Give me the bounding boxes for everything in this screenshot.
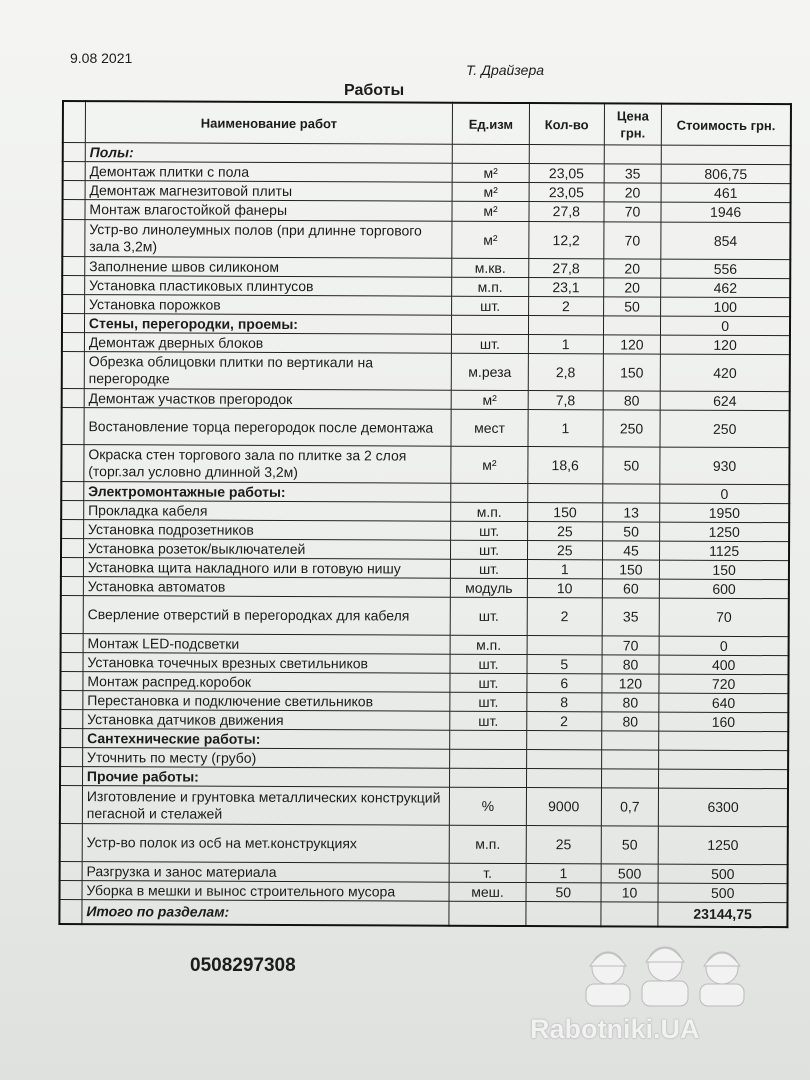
cost-cell: 250 (660, 410, 789, 448)
table-body (60, 143, 791, 903)
quantity-cell: 2 (529, 297, 604, 316)
unit-cell: шт. (450, 711, 527, 730)
quantity-cell: 23,05 (529, 183, 604, 202)
work-name-cell: Установка щита накладного или в готовую нишу (83, 558, 450, 579)
price-cell: 60 (602, 579, 660, 598)
quantity-cell: 7,8 (528, 391, 603, 410)
unit-cell: м.п. (452, 277, 529, 296)
workers-helmet-icon (580, 928, 750, 1008)
total-empty-cell (526, 902, 601, 926)
price-cell: 0,7 (601, 788, 659, 826)
price-cell: 50 (601, 826, 659, 864)
table-index-cell (62, 200, 84, 220)
price-cell: 50 (602, 447, 660, 484)
table-index-cell (60, 747, 82, 766)
work-name-cell: Полы: (85, 143, 452, 164)
unit-cell: м.п. (451, 502, 528, 521)
table-row (61, 445, 789, 485)
table-index-cell (61, 558, 83, 577)
unit-cell (450, 730, 527, 749)
work-name-cell: Стены, перегородки, проемы: (84, 314, 451, 335)
unit-cell: мест (451, 409, 528, 446)
price-cell (603, 316, 661, 335)
table-index-cell (61, 595, 84, 633)
cost-cell: 461 (661, 183, 790, 203)
total-empty-cell (449, 901, 526, 925)
quantity-cell (527, 750, 602, 769)
work-name-cell: Установка автоматов (83, 577, 450, 598)
work-name-cell: Установка точечных врезных светильников (83, 653, 450, 674)
work-name-cell: Демонтаж дверных блоков (84, 333, 451, 354)
table-row (60, 785, 788, 826)
table-index-cell (60, 785, 83, 823)
quantity-cell: 2,8 (528, 354, 603, 391)
column-header-price: Цена грн. (604, 103, 662, 145)
price-cell: 500 (601, 864, 659, 883)
table-row (61, 595, 789, 636)
quantity-cell: 23,1 (529, 278, 604, 297)
unit-cell: м² (452, 221, 529, 258)
work-name-cell: Заполнение швов силиконом (85, 257, 452, 278)
table-index-cell (61, 576, 83, 595)
cost-cell: 640 (659, 693, 788, 713)
work-name-cell: Сверление отверстий в перегородках для кабеля (83, 596, 450, 636)
work-name-cell: Установка порожков (84, 295, 451, 316)
price-cell (602, 484, 660, 503)
total-value: 23144,75 (658, 902, 787, 927)
price-cell (601, 731, 659, 750)
work-name-cell: Востановление торца перегородок после демонтажа (84, 408, 451, 447)
quantity-cell: 1 (528, 410, 603, 447)
price-cell: 150 (603, 354, 661, 391)
work-name-cell: Установка пластиковых плинтусов (85, 276, 452, 297)
table-index-cell (62, 314, 84, 333)
quantity-cell: 18,6 (528, 447, 603, 484)
table-index-cell (59, 899, 82, 923)
price-cell: 45 (602, 541, 660, 560)
work-name-cell: Установка подрозетников (83, 520, 450, 541)
cost-cell: 0 (661, 316, 790, 336)
table-index-cell (60, 671, 82, 690)
price-cell: 70 (604, 202, 662, 222)
table-index-cell (61, 633, 83, 652)
table-index-cell (60, 880, 82, 899)
cost-cell: 624 (660, 391, 789, 411)
table-index-cell (63, 162, 85, 181)
cost-cell: 0 (659, 636, 788, 656)
unit-cell: шт. (452, 296, 529, 315)
quantity-cell: 25 (527, 541, 602, 560)
work-name-cell: Устр-во линолеумных полов (при длинне торгового зала 3,2м) (85, 220, 452, 259)
total-label: Итого по разделам: (82, 900, 449, 926)
table-index-cell (60, 709, 82, 728)
price-cell (601, 769, 659, 788)
unit-cell: т. (449, 863, 526, 882)
column-header-qty: Кол-во (529, 103, 604, 145)
quantity-cell: 12,2 (529, 222, 604, 259)
column-header-unit: Ед.изм (452, 103, 529, 145)
price-cell: 150 (602, 560, 660, 579)
quantity-cell: 1 (528, 335, 603, 354)
price-cell: 20 (604, 183, 662, 202)
work-name-cell: Уборка в мешки и вынос строительного мусора (82, 881, 449, 902)
table-index-cell (63, 143, 85, 162)
unit-cell (450, 768, 527, 787)
table-index-cell (61, 652, 83, 671)
cost-cell (659, 731, 788, 751)
cost-cell (659, 750, 788, 770)
table-index-cell (61, 501, 83, 520)
price-cell: 80 (601, 712, 659, 731)
cost-cell: 720 (659, 674, 788, 694)
cost-cell: 150 (660, 560, 789, 580)
cost-cell: 100 (661, 297, 790, 317)
price-cell: 250 (603, 410, 661, 447)
price-cell: 13 (602, 503, 660, 522)
cost-cell: 1946 (661, 202, 790, 223)
work-name-cell: Уточнить по месту (грубо) (82, 748, 449, 769)
quantity-cell (527, 636, 602, 655)
cost-cell: 120 (661, 335, 790, 355)
total-row (59, 899, 787, 926)
cost-cell: 1950 (660, 503, 789, 523)
document-address: Т. Драйзера (466, 62, 545, 78)
cost-cell: 400 (659, 655, 788, 675)
price-cell: 70 (603, 222, 661, 259)
table-index-cell (60, 690, 82, 709)
table-header-row (63, 101, 791, 146)
work-name-cell: Электромонтажные работы: (84, 482, 451, 503)
unit-cell: шт. (450, 692, 527, 711)
price-cell: 70 (602, 636, 660, 655)
work-name-cell: Устр-во полок из осб на мет.конструкциях (82, 824, 449, 864)
unit-cell: м.кв. (452, 258, 529, 277)
price-cell: 50 (602, 522, 660, 541)
unit-cell: меш. (449, 882, 526, 901)
work-name-cell: Сантехнические работы: (83, 729, 450, 750)
quantity-cell: 8 (527, 693, 602, 712)
table-index-cell (62, 352, 85, 389)
unit-cell: шт. (450, 654, 527, 673)
work-name-cell: Обрезка облицовки плитки по вертикали на перегородке (84, 352, 451, 391)
work-name-cell: Демонтаж участков прегородок (84, 389, 451, 410)
cost-cell: 6300 (659, 788, 788, 827)
unit-cell: шт. (451, 521, 528, 540)
cost-cell: 600 (660, 579, 789, 599)
quantity-cell: 6 (527, 674, 602, 693)
table-index-cell (60, 728, 82, 747)
unit-cell (450, 749, 527, 768)
price-cell: 80 (601, 693, 659, 712)
price-cell: 50 (603, 297, 661, 316)
works-table (58, 100, 792, 928)
cost-cell: 500 (658, 883, 787, 903)
quantity-cell: 25 (528, 522, 603, 541)
work-name-cell: Установка датчиков движения (83, 710, 450, 731)
work-name-cell: Монтаж LED-подсветки (83, 634, 450, 655)
table-index-cell (60, 861, 82, 880)
table-index-cell (62, 333, 84, 352)
quantity-cell (528, 484, 603, 503)
table-index-cell (62, 295, 84, 314)
work-name-cell: Установка розеток/выключателей (83, 539, 450, 560)
work-name-cell: Прочие работы: (82, 767, 449, 788)
price-cell (601, 750, 659, 769)
cost-cell: 854 (661, 222, 790, 260)
unit-cell: м² (452, 182, 529, 201)
table-index-cell (60, 766, 82, 785)
table-index-cell (62, 220, 85, 257)
cost-cell: 160 (659, 712, 788, 732)
table-index-cell (61, 445, 84, 482)
cost-cell: 930 (660, 447, 789, 485)
quantity-cell: 1 (526, 864, 601, 883)
watermark-text: Rabotniki.UA (530, 1014, 700, 1044)
table-index-cell (61, 520, 83, 539)
document-title: Работы (344, 82, 405, 99)
unit-cell (452, 315, 529, 334)
work-name-cell: Окраска стен торгового зала по плитке за 2 слоя (торг.зал условно длинной 3,2м) (84, 445, 451, 484)
document-date: 9.08 2021 (70, 50, 133, 66)
phone-number: 0508297308 (190, 955, 296, 976)
cost-cell: 500 (658, 864, 787, 884)
quantity-cell (528, 316, 603, 335)
work-name-cell: Разгрузка и занос материала (82, 862, 449, 883)
price-cell: 120 (602, 674, 660, 693)
work-name-cell: Перестановка и подключение светильников (83, 691, 450, 712)
cost-cell: 806,75 (661, 164, 790, 184)
column-header-cost: Стоимость грн. (662, 104, 791, 146)
unit-cell: м.реза (451, 353, 528, 390)
unit-cell (451, 483, 528, 502)
price-cell: 35 (602, 598, 660, 636)
table-index-cell (63, 181, 85, 200)
price-cell: 80 (602, 655, 660, 674)
price-cell: 10 (601, 883, 659, 902)
quantity-cell: 27,8 (529, 259, 604, 278)
cost-cell: 70 (659, 598, 788, 637)
table-index-cell (60, 823, 83, 861)
cost-cell: 1250 (660, 522, 789, 542)
price-cell: 80 (603, 391, 661, 410)
work-name-cell: Монтаж распред.коробок (83, 672, 450, 693)
unit-cell: м² (451, 390, 528, 409)
price-cell: 20 (603, 259, 661, 278)
table-row (60, 823, 788, 864)
quantity-cell (527, 731, 602, 750)
price-cell: 120 (603, 335, 661, 354)
table-row (61, 408, 789, 448)
unit-cell: шт. (451, 559, 528, 578)
cost-cell: 556 (661, 259, 790, 279)
cost-cell (662, 145, 791, 165)
index-column-header (63, 101, 86, 143)
table-index-cell (62, 389, 84, 408)
unit-cell: шт. (451, 334, 528, 353)
quantity-cell: 25 (526, 826, 601, 864)
price-cell: 35 (604, 164, 662, 183)
cost-cell: 1250 (658, 826, 787, 865)
total-empty-cell (601, 902, 659, 926)
unit-cell: шт. (450, 673, 527, 692)
table-row (62, 220, 790, 260)
cost-cell: 0 (660, 484, 789, 504)
quantity-cell: 50 (526, 883, 601, 902)
unit-cell: м.п. (449, 825, 526, 863)
quantity-cell: 150 (528, 503, 603, 522)
table-index-cell (62, 257, 84, 276)
quantity-cell (526, 769, 601, 788)
cost-cell: 1125 (660, 541, 789, 561)
work-name-cell: Демонтаж плитки с пола (85, 162, 452, 183)
unit-cell: шт. (451, 540, 528, 559)
work-name-cell: Изготовление и грунтовка металлических конструкций пегасной и стелажей (82, 786, 449, 826)
work-name-cell: Монтаж влагостойкой фанеры (85, 200, 452, 222)
quantity-cell (529, 145, 604, 164)
cost-cell: 462 (661, 278, 790, 298)
quantity-cell: 5 (527, 655, 602, 674)
price-cell: 20 (603, 278, 661, 297)
quantity-cell: 23,05 (529, 164, 604, 183)
work-name-cell: Демонтаж магнезитовой плиты (85, 181, 452, 202)
cost-cell: 420 (661, 354, 790, 392)
unit-cell: шт. (450, 597, 527, 635)
cost-cell (659, 769, 788, 789)
table-index-cell (61, 539, 83, 558)
quantity-cell: 27,8 (529, 202, 604, 222)
quantity-cell: 1 (527, 560, 602, 579)
table-index-cell (61, 482, 83, 501)
unit-cell: % (449, 787, 526, 825)
work-name-cell: Прокладка кабеля (84, 501, 451, 522)
table-row (62, 352, 790, 392)
column-header-name: Наименование работ (85, 101, 452, 144)
unit-cell: м.п. (450, 635, 527, 654)
quantity-cell: 2 (527, 712, 602, 731)
unit-cell (452, 144, 529, 163)
unit-cell: м² (452, 163, 529, 182)
quantity-cell: 10 (527, 579, 602, 598)
price-cell (604, 145, 662, 164)
watermark (530, 928, 790, 1058)
unit-cell: м² (452, 201, 529, 221)
quantity-cell: 9000 (526, 788, 601, 826)
quantity-cell: 2 (527, 598, 602, 636)
table-index-cell (62, 276, 84, 295)
table-index-cell (61, 408, 84, 445)
unit-cell: модуль (450, 578, 527, 597)
unit-cell: м² (451, 446, 528, 483)
